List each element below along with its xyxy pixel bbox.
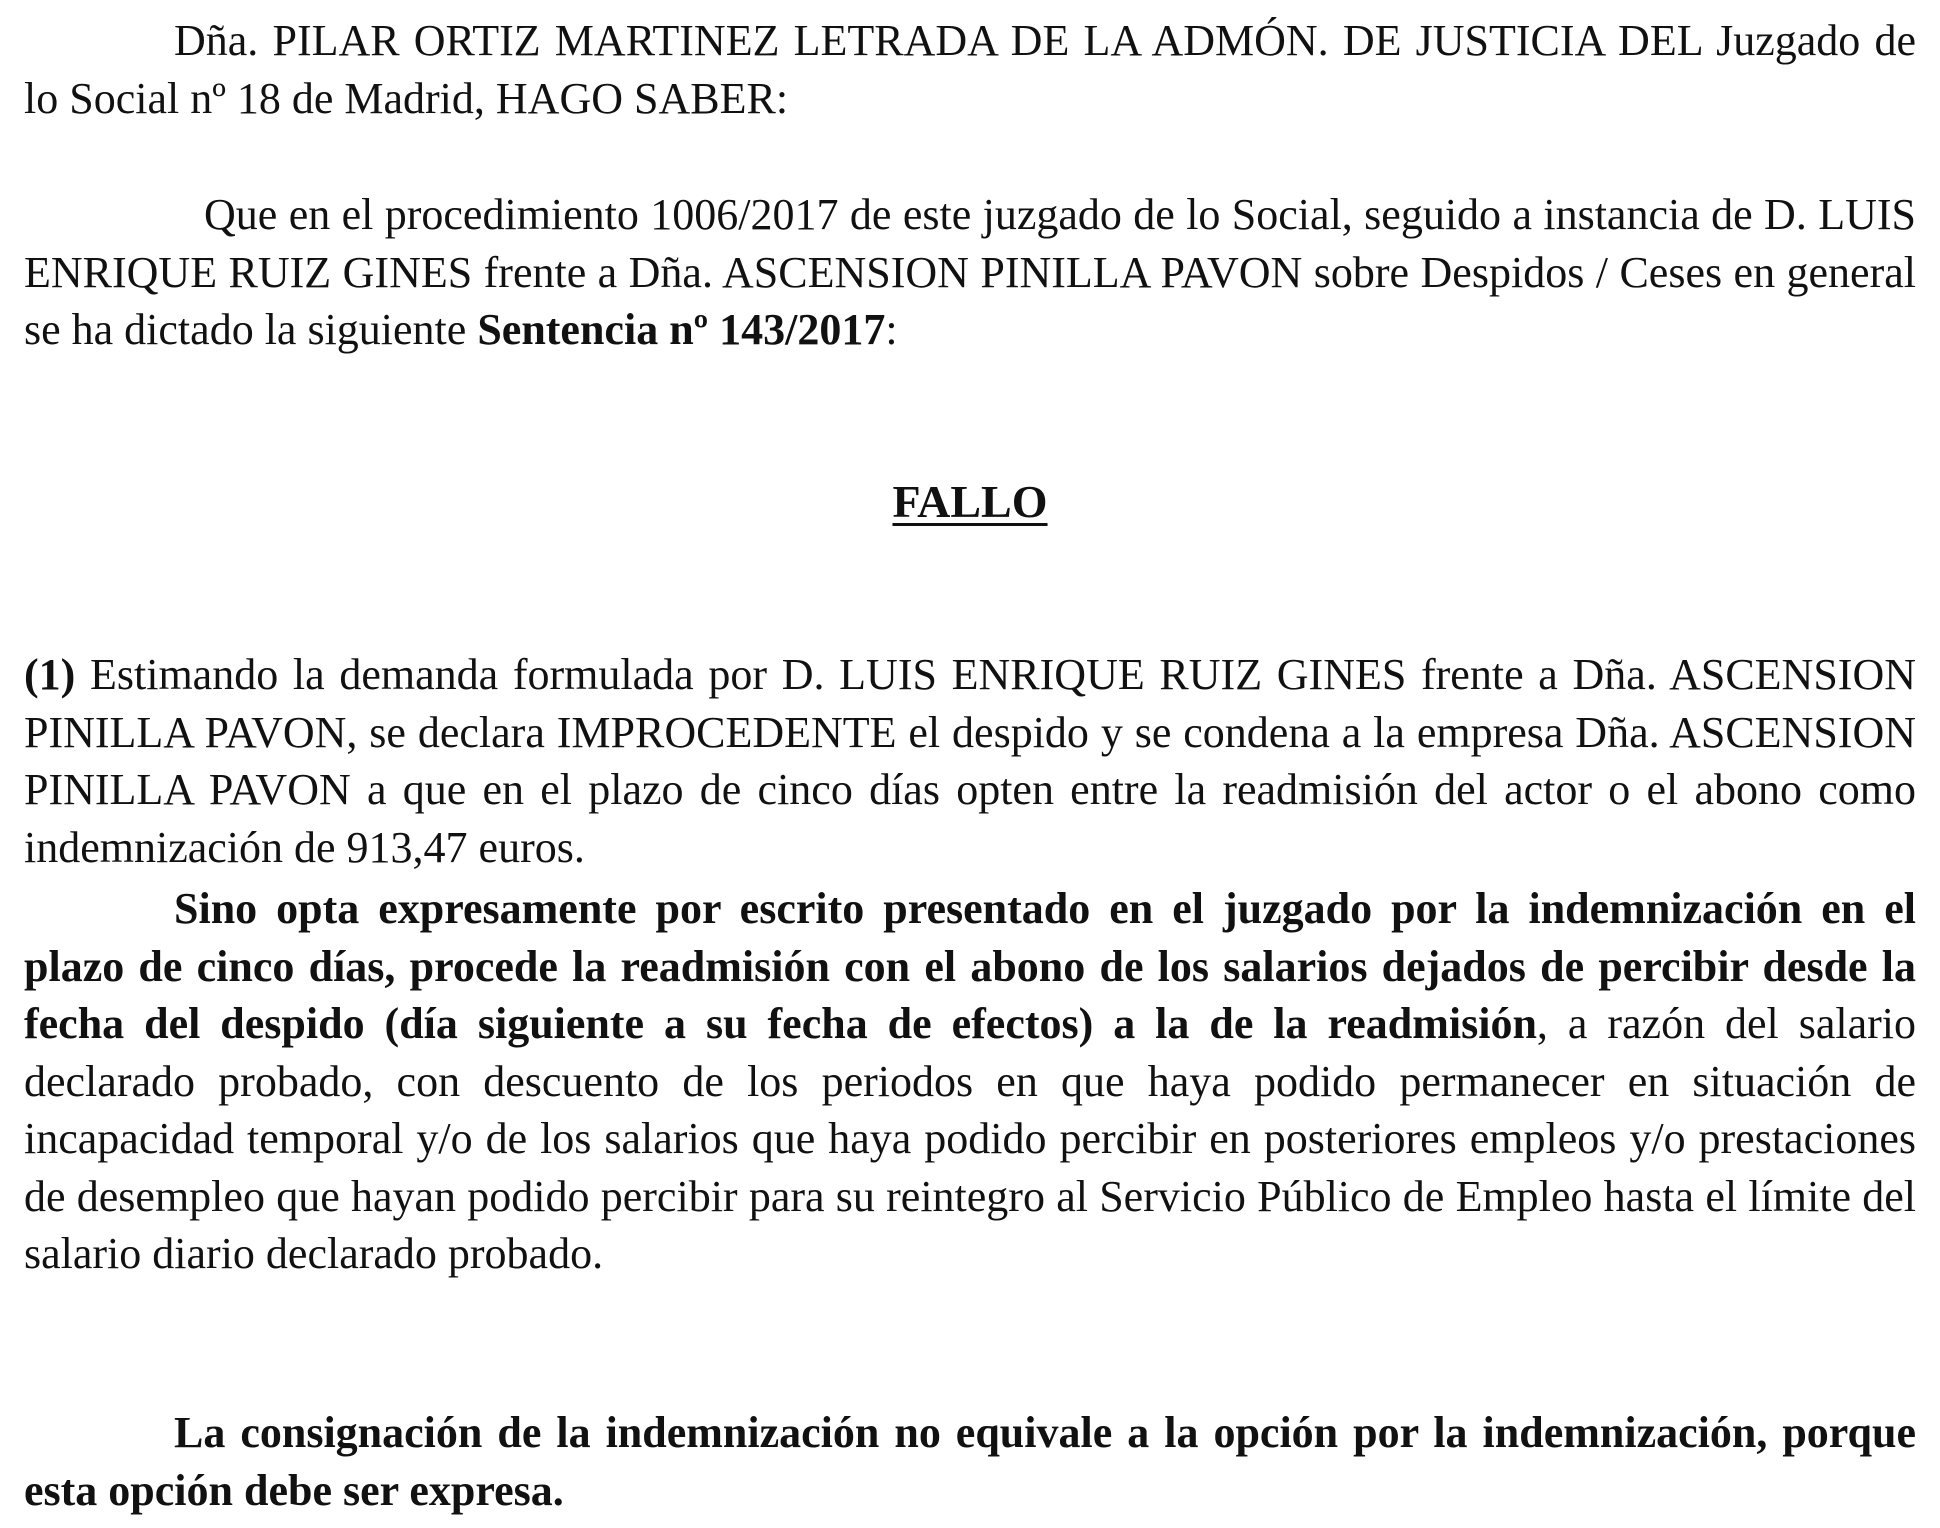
procedure-text-end: : (885, 305, 898, 354)
ruling-number: (1) (24, 650, 76, 699)
consignation-paragraph (24, 1404, 1916, 1519)
ruling-text: Estimando la demanda formulada por D. LUIS ENRIQUE RUIZ GINES frente a Dña. ASCENSION PINILLA PAVON, se declara IMPROCEDENTE el despido y se condena a la empresa Dña. ASCENSION PINILLA PAVON a que en el plazo de cinco días opten entre la readmisión del actor o el abono como indemnización de 913,47 euros. (24, 650, 1916, 872)
consignation-text: La consignación de la indemnización no equivale a la opción por la indemnización, porque esta opción debe ser expresa. (24, 1408, 1916, 1515)
notice-header-paragraph (24, 12, 1916, 127)
procedure-text: Que en el procedimiento 1006/2017 de este juzgado de lo Social, seguido a instancia de D. LUIS ENRIQUE RUIZ GINES frente a Dña. ASCENSION PINILLA PAVON sobre Despidos / Ceses en general se ha dictado la siguiente (24, 190, 1916, 354)
fallo-heading (24, 472, 1916, 532)
ruling-paragraph-2 (24, 880, 1916, 1283)
notice-header-text: Dña. PILAR ORTIZ MARTINEZ LETRADA DE LA ADMÓN. DE JUSTICIA DEL Juzgado de lo Social nº 18 de Madrid, HAGO SABER: (24, 16, 1916, 123)
procedure-paragraph (24, 186, 1916, 359)
readmission-detail: , a razón del salario declarado probado, con descuento de los periodos en que haya podido permanecer en situación de incapacidad temporal y/o de los salarios que haya podido percibir en posteriores empleos y/o prestaciones de desempleo que hayan podido percibir para su reintegro al Servicio Público de Empleo hasta el límite del salario diario declarado probado. (24, 999, 1917, 1278)
fallo-heading-text: FALLO (892, 476, 1048, 527)
ruling-paragraph-1 (24, 646, 1916, 876)
document-page (24, 0, 1916, 1528)
sentence-number: Sentencia nº 143/2017 (477, 305, 886, 354)
readmission-clause: Sino opta expresamente por escrito presentado en el juzgado por la indemnización en el plazo de cinco días, procede la readmisión con el abono de los salarios dejados de percibir desde la fecha del despido (día siguiente a su fecha de efectos) a la de la readmisión (24, 884, 1916, 1048)
